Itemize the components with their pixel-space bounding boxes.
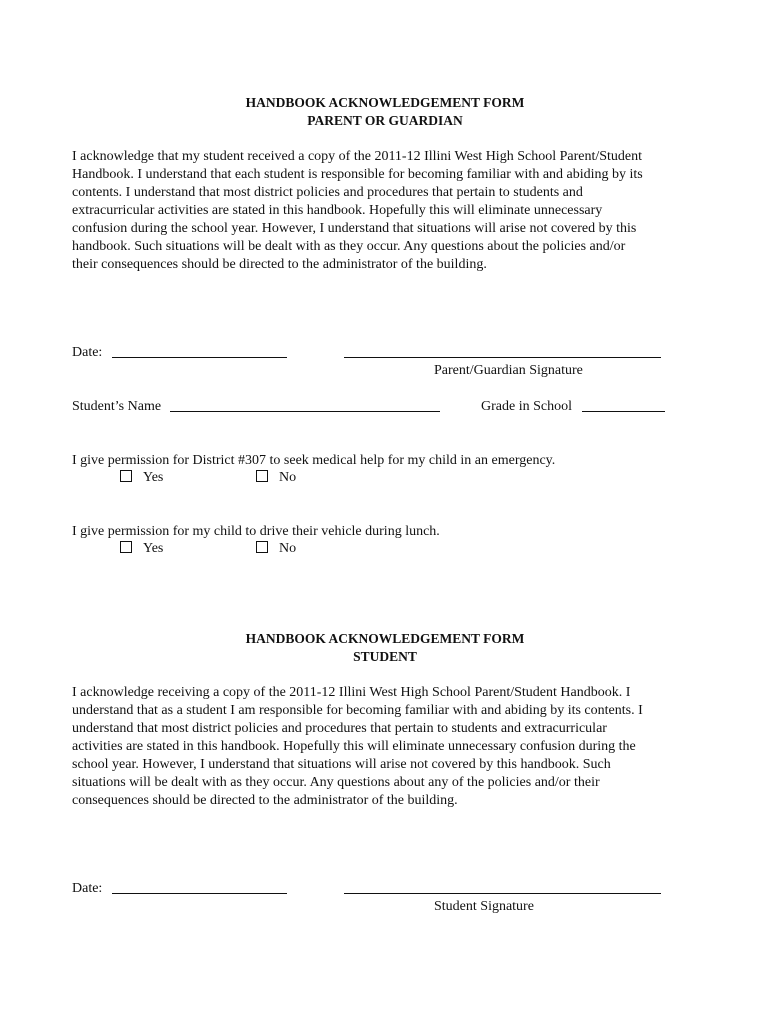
- parent-body-line: Handbook. I understand that each student is responsible for becoming familiar with and abiding by its: [72, 167, 643, 182]
- student-body-line: I acknowledge receiving a copy of the 2011-12 Illini West High School Parent/Student Handbook. I: [72, 685, 631, 700]
- drive-permission-question: I give permission for my child to drive their vehicle during lunch.: [72, 524, 440, 539]
- student-date-label: Date:: [72, 881, 103, 896]
- parent-body-line: contents. I understand that most district policies and procedures that pertain to students and: [72, 185, 583, 200]
- grade-label: Grade in School: [481, 399, 572, 414]
- student-form-title: HANDBOOK ACKNOWLEDGEMENT FORM: [245, 631, 525, 646]
- student-body-line: consequences should be directed to the administrator of the building.: [72, 793, 458, 808]
- drive-no-checkbox[interactable]: [256, 541, 268, 553]
- parent-body-line: their consequences should be directed to the administrator of the building.: [72, 257, 487, 272]
- medical-permission-question: I give permission for District #307 to seek medical help for my child in an emergency.: [72, 453, 556, 468]
- medical-yes-checkbox[interactable]: [120, 470, 132, 482]
- medical-no-label: No: [279, 470, 297, 485]
- drive-yes-label: Yes: [143, 541, 164, 556]
- parent-body-line: I acknowledge that my student received a copy of the 2011-12 Illini West High School Parent/Student: [72, 149, 643, 164]
- student-body-line: understand that as a student I am responsible for becoming familiar with and abiding by its contents. I: [72, 703, 643, 718]
- student-name-label: Student’s Name: [72, 399, 162, 414]
- parent-form-subtitle: PARENT OR GUARDIAN: [307, 113, 463, 128]
- parent-body-line: handbook. Such situations will be dealt with as they occur. Any questions about the policies and/or: [72, 239, 626, 254]
- student-body-line: school year. However, I understand that situations will arise not covered by this handbook. Such: [72, 757, 611, 772]
- medical-yes-label: Yes: [143, 470, 164, 485]
- student-signature-label: Student Signature: [434, 899, 534, 914]
- drive-no-label: No: [279, 541, 297, 556]
- student-form-subtitle: STUDENT: [353, 649, 417, 664]
- parent-date-label: Date:: [72, 345, 103, 360]
- grade-field[interactable]: [582, 411, 665, 412]
- medical-no-checkbox[interactable]: [256, 470, 268, 482]
- parent-body-line: confusion during the school year. However, I understand that situations will arise not covered by this: [72, 221, 637, 236]
- parent-date-field[interactable]: [112, 357, 287, 358]
- student-name-field[interactable]: [170, 411, 440, 412]
- student-signature-field[interactable]: [344, 893, 661, 894]
- parent-body-line: extracurricular activities are stated in this handbook. Hopefully this will eliminate unnecessary: [72, 203, 603, 218]
- student-body-line: understand that most district policies and procedures that pertain to students and extracurricular: [72, 721, 607, 736]
- student-body-line: situations will be dealt with as they occur. Any questions about any of the policies and/or their: [72, 775, 600, 790]
- parent-form-title: HANDBOOK ACKNOWLEDGEMENT FORM: [245, 95, 525, 110]
- student-body-line: activities are stated in this handbook. Hopefully this will eliminate unnecessary confusion during the: [72, 739, 636, 754]
- parent-signature-field[interactable]: [344, 357, 661, 358]
- parent-signature-label: Parent/Guardian Signature: [434, 363, 583, 378]
- student-date-field[interactable]: [112, 893, 287, 894]
- drive-yes-checkbox[interactable]: [120, 541, 132, 553]
